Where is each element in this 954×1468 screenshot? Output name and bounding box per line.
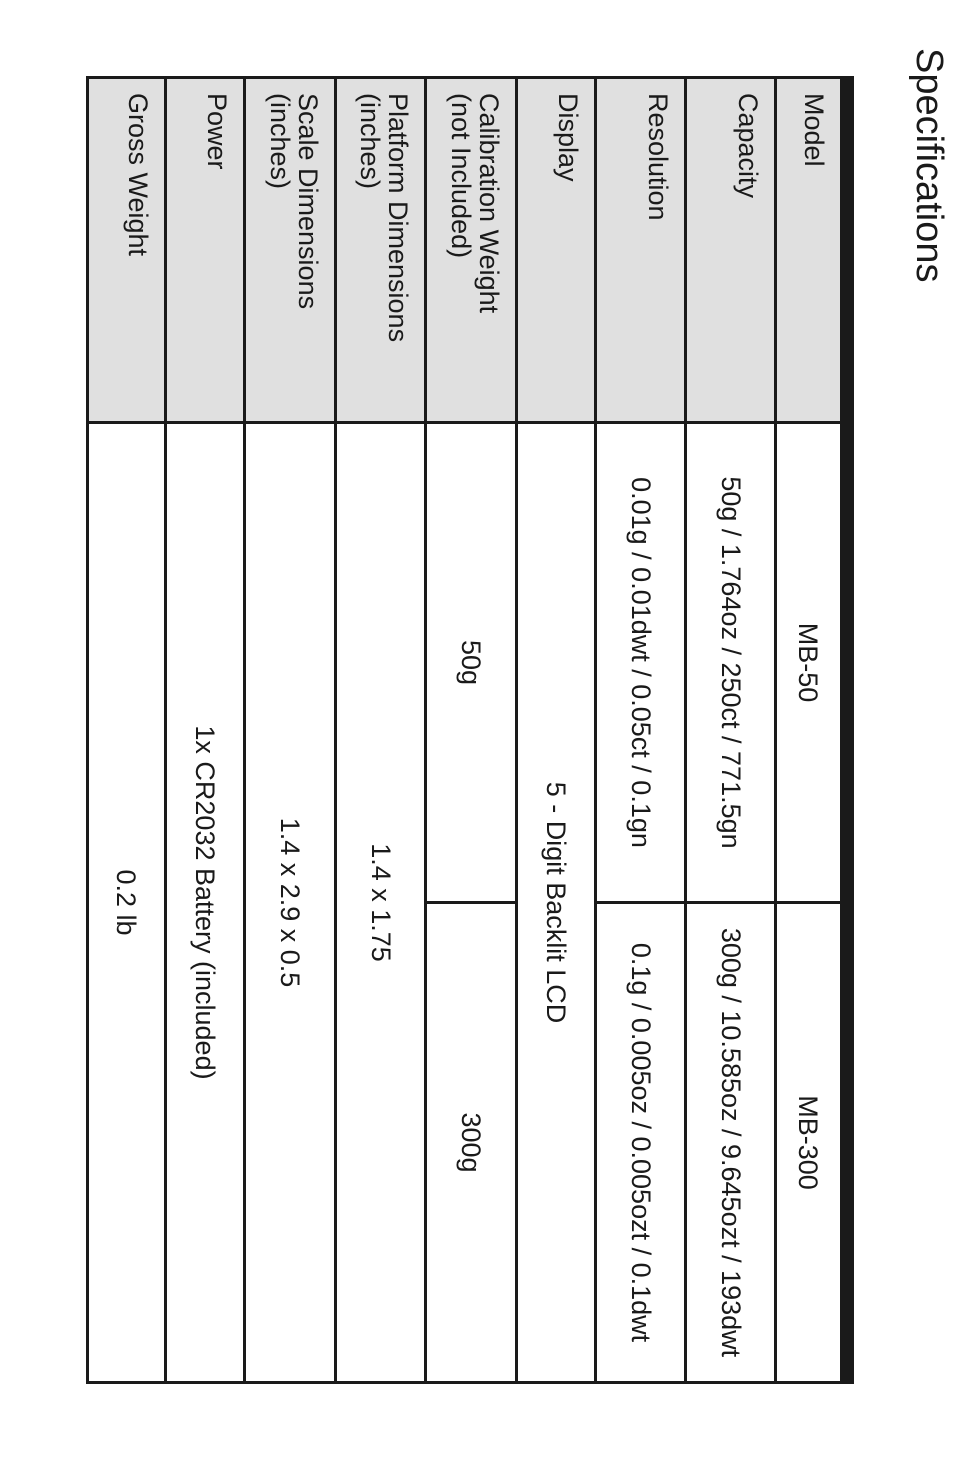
resolution-mb50: 0.01g / 0.01dwt / 0.05ct / 0.1gn [595,423,686,903]
row-label-resolution: Resolution [595,78,686,423]
specifications-table [86,76,854,1384]
capacity-mb50: 50g / 1.764oz / 250ct / 771.5gn [686,423,776,903]
model-mb300: MB-300 [775,903,847,1383]
capacity-mb300: 300g / 10.585oz / 9.645ozt / 193dwt [686,903,776,1383]
calibration-mb50: 50g [426,423,517,903]
row-label-platform-line1: Platform Dimensions [383,93,414,343]
table-row-resolution [595,78,686,1383]
platform-value: 1.4 x 1.75 [335,423,426,1383]
table-row-display [517,78,596,1383]
calibration-mb300: 300g [426,903,517,1383]
page-title: Specifications [908,48,950,283]
row-label-gross-weight: Gross Weight [88,78,166,423]
table-row-power [165,78,245,1383]
table-row-platform [335,78,426,1383]
table-row-calibration [426,78,517,1383]
row-label-scale-line1: Scale Dimensions [292,93,323,310]
scale-value: 1.4 x 2.9 x 0.5 [245,423,336,1383]
display-value: 5 - Digit Backlit LCD [517,423,596,1383]
resolution-mb300: 0.1g / 0.005oz / 0.005ozt / 0.1dwt [595,903,686,1383]
row-label-calibration-line2: (not Included) [446,93,477,259]
row-label-model: Model [775,78,847,423]
row-label-capacity: Capacity [686,78,776,423]
gross-weight-value: 0.2 lb [88,423,166,1383]
row-label-calibration-line1: Calibration Weight [474,93,505,314]
row-label-calibration [426,78,517,423]
table-row-capacity [686,78,776,1383]
row-label-scale-line2: (inches) [264,93,295,190]
table-row-scale [245,78,336,1383]
row-label-scale [245,78,336,423]
power-value: 1x CR2032 Battery (included) [165,423,245,1383]
row-label-display: Display [517,78,596,423]
table-row-gross-weight [88,78,166,1383]
row-label-platform-line2: (inches) [355,93,386,190]
row-label-platform [335,78,426,423]
model-mb50: MB-50 [775,423,847,903]
table-row-model [775,78,847,1383]
row-label-power: Power [165,78,245,423]
